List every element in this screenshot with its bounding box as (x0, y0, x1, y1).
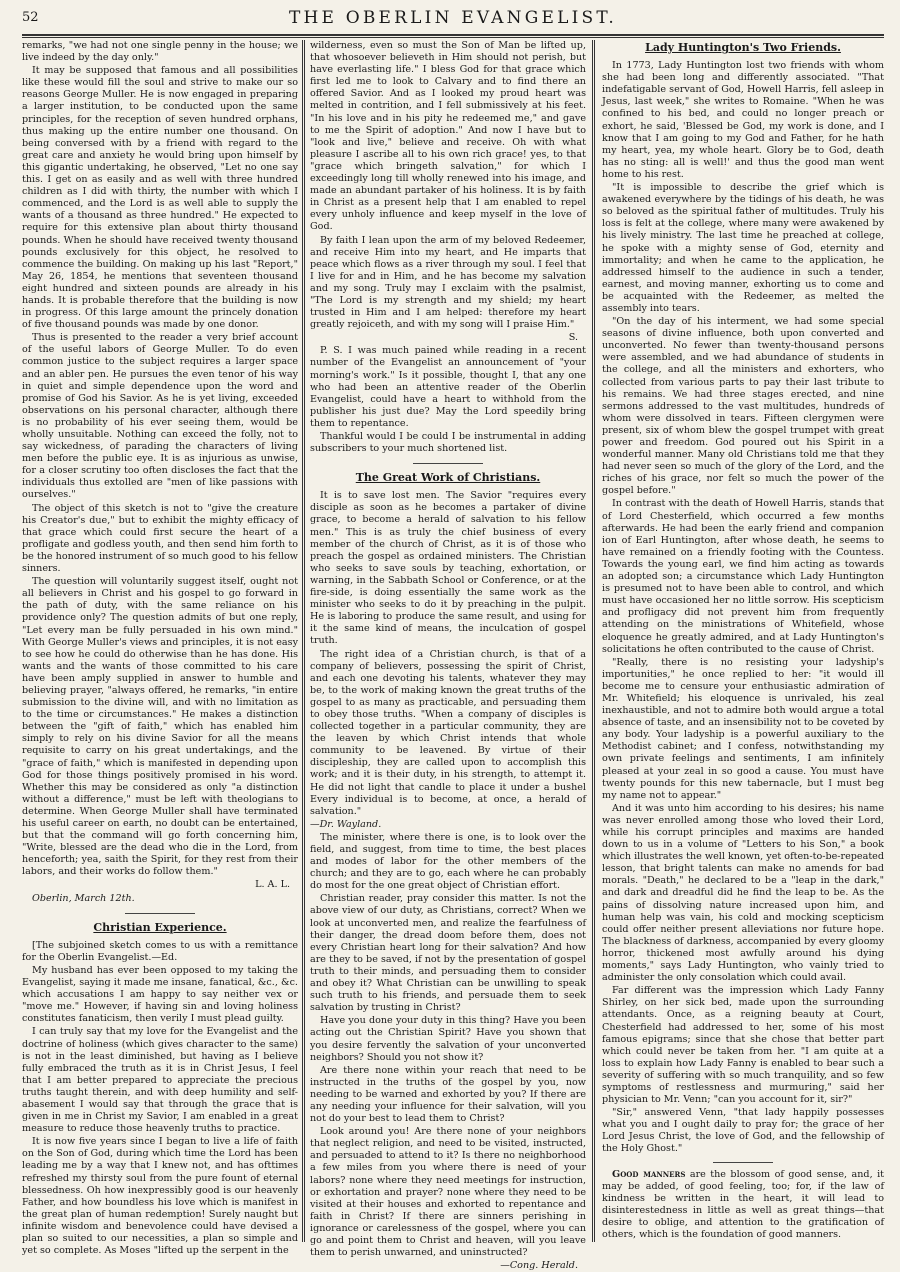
paragraph: The question will voluntarily suggest itself, ought not all believers in Christ and his gospel to go forward in the path of duty, with the same reliance on his providence only? The question admits of but one reply, "Let every man be fully persuaded in his own mind." With George Muller's views and principles, it is not easy to see how he could do otherwise than he has done. His wants and the wants of those committed to his care have been amply supplied in answer to humble and believing prayer, "always offered, he remarks, "in entire submission to the divine will, and with no limitation as to the time or circumstances." He makes a distinction between the "gift of faith," which has enabled him simply to rely on his divine Savior for all the means requisite to carry on his great undertakings, and the "grace of faith," which is manifested in depending upon God for those things positively promised in his word. Whether this may be considered as only "a distinction without a difference," must be left with theologians to determine. When George Muller shall have terminated his useful career on earth, no doubt can be entertained, but that the command will go forth concerning him, "Write, blessed are the dead who die in the Lord, from henceforth; yea, saith the Spirit, for they rest from their labors, and their works do follow them." (22, 576, 298, 878)
attribution: —Dr. Wayland. (310, 818, 382, 830)
masthead (22, 8, 884, 30)
column-divider (592, 40, 595, 1242)
paragraph: It is to save lost men. The Savior "requires every disciple as soon as he becomes a partaker of divine grace, to become a herald of salvation to his fellow men." This is as truly the chief business of every member of the church of Christ, as it is of those who preach the gospel as ordained ministers. The Christian who seeks to save souls by teaching, exhortation, or warning, in the Sabbath School or Conference, or at the fire-side, is doing essentially the same work as the minister who seeks to do it by preaching in the pulpit. He is laboring to produce the same result, and using for it the same kind of means, the inculcation of gospel truth. (310, 490, 586, 647)
newspaper-title: THE OBERLIN EVANGELIST. (288, 8, 618, 28)
column-divider (302, 40, 305, 1242)
column-3 (602, 40, 884, 1240)
section-divider (413, 463, 483, 464)
paragraph: wilderness, even so must the Son of Man be lifted up, that whosoever believeth in Him should not perish, but have everlasting life." I bless God for that grace which first led me to look to Calvary and to find there an offered Savior. And as I looked my proud heart was melted in contrition, and I fell submissively at his feet. "In his love and in his pity he redeemed me," and gave to me the Spirit of adoption." And now I have but to "look and live," believe and receive. Oh with what pleasure I ascribe all to his own rich grace! yes, to that "grace which bringeth salvation," for which I exceedingly long till wholly renewed into his image, and made an abundant partaker of his holiness. It is by faith in Christ as a present help that I am enabled to repel every unholy influence and keep myself in the love of God. (310, 40, 586, 233)
paragraph: The right idea of a Christian church, is that of a company of believers, possessing the spirit of Christ, and each one devoting his talents, whatever they may be, to the work of making known the great truths of the gospel to as many as practicable, and persuading them to obey those truths. "When a company of disciples is collected together in a particular community, they are the leaven by which Christ intends that whole community to be leavened. By virtue of their discipleship, they are called upon to accomplish this work; and it is their duty, in his strength, to attempt it. He did not light that candle to place it under a bushel Every individual is to become, at once, a herald of salvation." (310, 648, 586, 817)
page-number: 52 (22, 10, 39, 25)
lead-words: Good manners (612, 1168, 686, 1180)
editor-note: [The subjoined sketch comes to us with a remittance for the Oberlin Evangelist.—Ed. (22, 939, 298, 963)
paragraph-good-manners (602, 1169, 884, 1242)
paragraph: "It is impossible to describe the grief which is awakened everywhere by the tidings of his death, he was so beloved as the spiritual father of multitudes. Truly his loss is felt at the college, where many were awakened by his lively ministry. The last time he preached at college, he spoke with a mighty sense of God, eternity and immortality; and when he came to the application, he addressed himself to the audience in such a tender, earnest, and moving manner, exhorting us to come and be acquainted with the Redeemer, as melted the assembly into tears. (602, 182, 884, 314)
paragraph: My husband has ever been opposed to my taking the Evangelist, saying it made me insane, fanatical, &c., &c. which accusations I am happy to say neither vex or "move me." However, if having sin and loving holiness constitutes fanaticism, then verily I must plead guilty. (22, 964, 298, 1025)
paragraph: It is now five years since I began to live a life of faith on the Son of God, during which time the Lord has been leading me by a way that I knew not, and has ofttimes refreshed my thirsty soul from the pure fount of eternal blessedness. Oh how inexpressibly good is our heavenly Father, and how boundless his love which is manifest in the great plan of human redemption! Surely naught but infinite wisdom and benevolence could have devised a plan so suited to our necessities, a plan so simple and yet so complete. As Moses "lifted up the serpent in the (22, 1136, 298, 1257)
paragraph-text: are the blossom of good sense, and, it may be added, of good feeling, too; for, if the law of kindness be written in the heart, it will lead to disinterestedness in little as well as great things—that desire to oblige, and attention to the gratification of others, which is the foundation of good manners. (602, 1168, 884, 1240)
paragraph: Have you done your duty in this thing? Have you been acting out the Christian Spirit? Have you shown that you desire fervently the salvation of your unconverted neighbors? Should you not show it? (310, 1015, 586, 1063)
paragraph: P. S. I was much pained while reading in a recent number of the Evangelist an announcement of "your morning's work." Is it possible, thought I, that any one who had been an attentive reader of the Oberlin Evangelist, could have a heart to withhold from the publisher his just due? May the Lord speedily bring them to repentance. (310, 345, 586, 429)
paragraph: In contrast with the death of Howell Harris, stands that of Lord Chesterfield, which occurred a few months afterwards. He had been the early friend and companion ion of Earl Huntington, after whose death, he seems to have remained on a friendly footing with the Countess. Towards the young earl, we find him acting as towards an adopted son; a circumstance which Lady Huntington is presumed not to have been able to control, and which must have occasioned her no little sorrow. His scepticism and profligacy did not prevent him from frequently attending on the ministrations of Whitefield, whose eloquence he greatly admired, and at Lady Huntington's solicitations he often contributed to the cause of Christ. (602, 498, 884, 655)
article-heading-christian-experience: Christian Experience. (93, 920, 227, 934)
paragraph: "Sir," answered Venn, "that lady happily possesses what you and I ought daily to pray for; the grace of her Lord Jesus Christ, the love of God, and the fellowship of the Holy Ghost." (602, 1107, 884, 1155)
paragraph: "On the day of his interment, we had some special seasons of divine influence, both upon converted and unconverted. No fewer than twenty-thousand persons were assembled, and we had abundance of students in the college, and all the ministers and exhorters, who collected from various parts to pay their last tribute to his remains. We had three stages erected, and nine sermons addressed to the vast multitudes, hundreds of whom were dissolved in tears. Fifteen clergymen were present, six of whom blew the gospel trumpet with great power and freedom. God poured out his Spirit in a wonderful manner. Many old Christians told me that they had never seen so much of the glory of the Lord, and the riches of his grace, nor felt so much the power of the gospel before." (602, 316, 884, 497)
section-divider (713, 1162, 773, 1163)
paragraph: remarks, "we had not one single penny in the house; we live indeed by the day only." (22, 40, 298, 64)
article-heading-lady-huntington: Lady Huntington's Two Friends. (645, 41, 841, 54)
column-1 (22, 40, 298, 1257)
paragraph: Christian reader, pray consider this matter. Is not the above view of our duty, as Christians, correct? When we look at unconverted men, and realize the fearfulness of their danger, the dread doom before them, does not every Christian heart long for their salvation? And how are they to be saved, if not by the presentation of gospel truth to their minds, and persuading them to consider and obey it? What Christian can be unwilling to speak such truth to his friends, and persuade them to seek salvation by trusting in Christ? (310, 893, 586, 1014)
paragraph: Thankful would I be could I be instrumental in adding subscribers to your much shortened list. (310, 431, 586, 455)
paragraph: "Really, there is no resisting your ladyship's importunities," he once replied to her: "it would ill become me to censure your enthusiastic admiration of Mr. Whitefield; his eloquence is unrivaled, his zeal inexhaustible, and not to admire both would argue a total absence of taste, and an insensibility not to be coveted by any body. Your ladyship is a powerful auxiliary to the Methodist cabinet; and I confess, notwithstanding my own private feelings and sentiments, I am infinitely pleased at your zeal in so good a cause. You must have twenty pounds for this new tabernacle, but I must beg my name not to appear." (602, 656, 884, 801)
paragraph: And it was unto him according to his desires; his name was never enrolled among those who loved their Lord, while his corrupt principles and maxims are handed down to us in a volume of "Letters to his Son," a book which illustrates the well known, yet often-to-be-repeated lesson, that bright talents can make no amends for bad morals. "Death," he declared to be a "leap in the dark," and dark and dreadful did he find the leap to be. As the pains of dissolving nature increased upon him, and human help was vain, his cold and mocking scepticism could offer neither present alleviations nor future hope. The blackness of darkness, accompanied by every gloomy horror, thickened most awfully around his dying moments," says Lady Huntington, who vainly tried to administer the only consolation which could avail. (602, 802, 884, 984)
header-rule (22, 34, 884, 38)
dateline: Oberlin, March 12th. (32, 892, 135, 904)
paragraph: I can truly say that my love for the Evangelist and the doctrine of holiness (which gives character to the same) is not in the least diminished, but having as I believe fully embraced the truth as it is in Christ Jesus, I feel that I am better prepared to appreciate the precious truths taught therein, and with deep humility and self-abasement I would say that through the grace that is given in me in Christ my Savior, I am enabled in a great measure to reduce those heavenly truths to practice. (22, 1026, 298, 1135)
section-divider (125, 913, 195, 914)
paragraph: The object of this sketch is not to "give the creature his Creator's due," but to exhibit the mighty efficacy of that grace which could first secure the heart of a profligate and godless youth, and then send him forth to be the honored instrument of so much good to his fellow sinners. (22, 502, 298, 575)
paragraph: Look around you! Are there none of your neighbors that neglect religion, and need to be visited, instructed, and persuaded to attend to it? Is there no neighborhood a few miles from you where there is need of your labors? none where they need meetings for instruction, or exhortation and prayer? none where they need to be visited at their houses and exhorted to repentance and faith in Christ? If there are sinners perishing in ignorance or carelessness of the gospel, where you can go and point them to Christ and heaven, will you leave them to perish unwarned, and uninstructed? (310, 1126, 586, 1259)
paragraph: It may be supposed that famous and all possibilities like these would fill the soul and strive to make our so reasons George Muller. He is now engaged in preparing a larger institution, to be conducted upon the same principles, for the reception of seven hundred orphans, thus making up the entire number one thousand. On being conversed with by a friend with regard to the great care and anxiety he would bring upon himself by this gigantic undertaking, he observed, "Let no one say this. I get on as easily and as well with three hundred children as I did with thirty, the number with which I commenced, and the Lord is as well able to supply the wants of a thousand as three hundred." He expected to require for this extensive plan about thirty thousand pounds. When he should have received twenty thousand pounds exclusively for this object, he resolved to commence the building. On making up his last "Report," May 26, 1854, he mentions that seventeen thousand eight hundred and sixteen pounds are already in his hands. It is probable therefore that the building is now in progress. Of this large amount the princely donation of five thousand pounds was made by one donor. (22, 65, 298, 331)
signature: S. (568, 332, 578, 344)
paragraph: The minister, where there is one, is to look over the field, and suggest, from time to time, the best places and modes of labor for the other members of the church; and they are to go, each where he can probably do most for the one great object of Christian effort. (310, 831, 586, 892)
column-2 (310, 40, 586, 1272)
signature: L. A. L. (255, 879, 290, 891)
paragraph: Thus is presented to the reader a very brief account of the useful labors of George Muller. To do even common justice to the subject requires a larger space and an abler pen. He pursues the even tenor of his way in quiet and simple dependence upon the word and promise of God his Savior. As he is yet living, exceeded observations on his personal character, although there is no probability of his ever seeing them, would be wholly unsuitable. Nothing can exceed the folly, not to say wickedness, of parading the characters of living men before the public eye. It is as injurious as unwise, for a closer scrutiny too often discloses the fact that the individuals thus extolled are "men of like passions with ourselves." (22, 332, 298, 501)
paragraph: By faith I lean upon the arm of my beloved Redeemer, and receive Him into my heart, and He imparts that peace which flows as a river through my soul. I feel that I live for and in Him, and he has become my salvation and my song. Truly may I exclaim with the psalmist, "The Lord is my strength and my shield; my heart trusted in Him and I am helped: therefore my heart greatly rejoiceth, and with my song will I praise Him." (310, 234, 586, 331)
article-heading-great-work: The Great Work of Christians. (355, 471, 541, 485)
paragraph: Far different was the impression which Lady Fanny Shirley, on her sick bed, made upon the surrounding attendants. Once, as a reigning beauty at Court, Chesterfield had addressed to her, some of his most famous epigrams; since that she chose that better part which could never be taken from her. "I am quite at a loss to explain how Lady Fanny is enabled to bear such a severity of suffering with so much tranquility, and so few symptoms of restlessness and murmuring," said her physician to Mr. Venn; "can you account for it, sir?" (602, 985, 884, 1106)
paragraph: Are there none within your reach that need to be instructed in the truths of the gospel by you, now needing to be warned and exhorted by you? If there are any needing your influence for their salvation, will you not do your best to lead them to Christ? (310, 1064, 586, 1125)
paragraph: In 1773, Lady Huntington lost two friends with whom she had been long and differently associated. "That indefatigable servant of God, Howell Harris, fell asleep in Jesus, last week," she writes to Romaine. "When he was confined to his bed, and could no longer preach or exhort, he said, 'Blessed be God, my work is done, and I know that I am going to my God and Father, for he hath my heart, yea, my whole heart. Glory be to God, death has no sting: all is well!' and thus the good man went home to his rest. (602, 60, 884, 180)
attribution: —Cong. Herald. (500, 1260, 578, 1272)
